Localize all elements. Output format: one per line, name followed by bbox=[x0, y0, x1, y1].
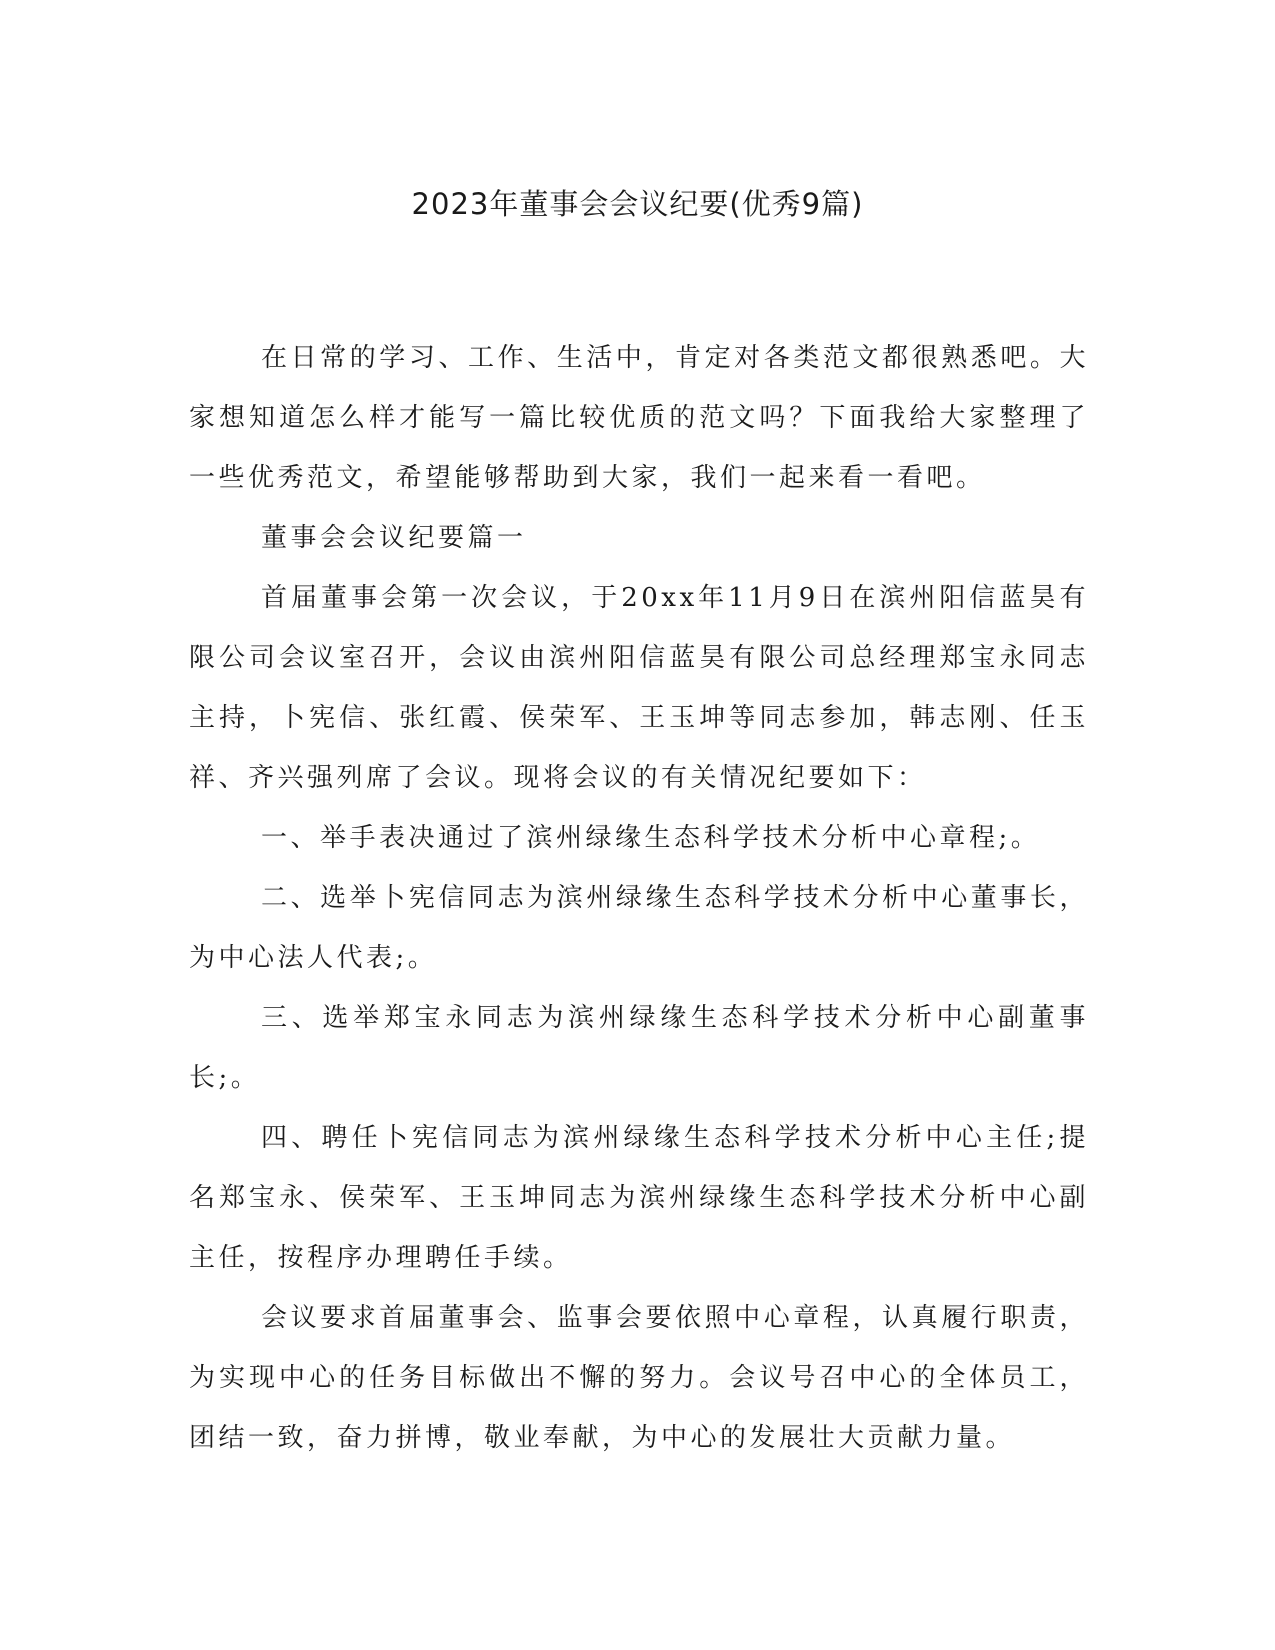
document-title: 2023年董事会会议纪要(优秀9篇) bbox=[411, 187, 864, 221]
meeting-overview-paragraph: 首届董事会第一次会议，于20xx年11月9日在滨州阳信蓝昊有限公司会议室召开，会议由滨州阳信蓝昊有限公司总经理郑宝永同志主持，卜宪信、张红霞、侯荣军、王玉坤等同志参加，韩志刚、任玉祥、齐兴强列席了会议。现将会议的有关情况纪要如下： bbox=[189, 583, 1089, 793]
meeting-requirements-paragraph: 会议要求首届董事会、监事会要依照中心章程，认真履行职责，为实现中心的任务目标做出不懈的努力。会议号召中心的全体员工，团结一致，奋力拼博，敬业奉献，为中心的发展壮大贡献力量。 bbox=[189, 1303, 1089, 1453]
intro-paragraph: 在日常的学习、工作、生活中，肯定对各类范文都很熟悉吧。大家想知道怎么样才能写一篇比较优质的范文吗？下面我给大家整理了一些优秀范文，希望能够帮助到大家，我们一起来看一看吧。 bbox=[189, 343, 1089, 493]
resolution-item-3: 三、选举郑宝永同志为滨州绿缘生态科学技术分析中心副董事长;。 bbox=[189, 1003, 1089, 1093]
resolution-item-4: 四、聘任卜宪信同志为滨州绿缘生态科学技术分析中心主任;提名郑宝永、侯荣军、王玉坤同志为滨州绿缘生态科学技术分析中心副主任，按程序办理聘任手续。 bbox=[189, 1123, 1089, 1273]
document-body bbox=[189, 328, 1089, 1468]
resolution-item-2: 二、选举卜宪信同志为滨州绿缘生态科学技术分析中心董事长，为中心法人代表;。 bbox=[189, 883, 1089, 973]
resolution-item-1: 一、举手表决通过了滨州绿缘生态科学技术分析中心章程;。 bbox=[261, 823, 1041, 853]
section-heading: 董事会会议纪要篇一 bbox=[261, 523, 527, 553]
